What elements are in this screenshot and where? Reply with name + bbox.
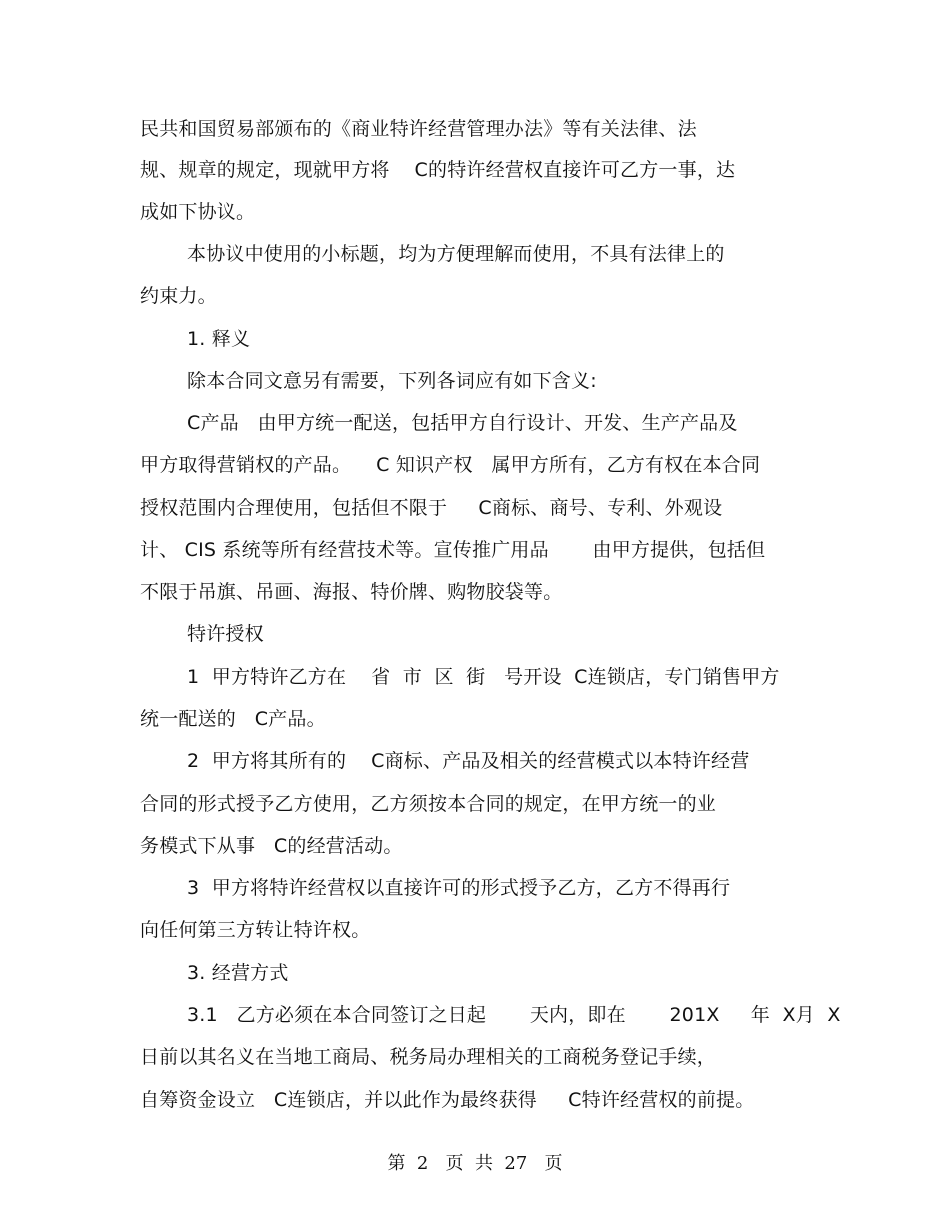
- paragraph-line: 向任何第三方转让特许权。: [140, 919, 371, 941]
- section-heading: 3. 经营方式: [187, 962, 289, 984]
- paragraph-line: 合同的形式授予乙方使用，乙方须按本合同的规定，在甲方统一的业: [140, 793, 717, 815]
- paragraph-line: 统一配送的 C产品。: [140, 708, 326, 730]
- page-number: 第 2 页 共 27 页: [387, 1153, 563, 1174]
- paragraph-line: 自筹资金设立 C连锁店，并以此作为最终获得 C特许经营权的前提。: [140, 1089, 755, 1111]
- paragraph-line: 2 甲方将其所有的 C商标、产品及相关的经营模式以本特许经营: [187, 750, 750, 772]
- paragraph-line: 民共和国贸易部颁布的《商业特许经营管理办法》等有关法律、法: [140, 118, 697, 140]
- paragraph-line: 3 甲方将特许经营权以直接许可的形式授予乙方，乙方不得再行: [187, 877, 731, 899]
- paragraph-line: 甲方取得营销权的产品。 C 知识产权 属甲方所有，乙方有权在本合同: [140, 454, 761, 476]
- paragraph-line: 1 甲方特许乙方在 省 市 区 街 号开设 C连锁店，专门销售甲方: [187, 666, 780, 688]
- paragraph-line: C产品 由甲方统一配送，包括甲方自行设计、开发、生产产品及: [187, 412, 738, 434]
- paragraph-line: 规、规章的规定，现就甲方将 C的特许经营权直接许可乙方一事，达: [140, 159, 736, 181]
- paragraph-line: 务模式下从事 C的经营活动。: [140, 835, 403, 857]
- section-heading: 1. 释义: [187, 328, 251, 350]
- paragraph-line: 约束力。: [140, 285, 217, 307]
- paragraph-line: 本协议中使用的小标题，均为方便理解而使用，不具有法律上的: [187, 243, 725, 265]
- section-heading: 特许授权: [187, 623, 264, 645]
- paragraph-line: 日前以其名义在当地工商局、税务局办理相关的工商税务登记手续，: [140, 1046, 717, 1068]
- paragraph-line: 成如下协议。: [140, 201, 256, 223]
- paragraph-line: 计、 CIS 系统等所有经营技术等。宣传推广用品 由甲方提供，包括但: [140, 539, 766, 561]
- paragraph-line: 3.1 乙方必须在本合同签订之日起 天内，即在 201X 年 X月 X: [187, 1004, 841, 1026]
- paragraph-line: 授权范围内合理使用，包括但不限于 C商标、商号、专利、外观设: [140, 497, 723, 519]
- paragraph-line: 不限于吊旗、吊画、海报、特价牌、购物胶袋等。: [140, 581, 563, 603]
- paragraph-line: 除本合同文意另有需要，下列各词应有如下含义:: [187, 370, 597, 392]
